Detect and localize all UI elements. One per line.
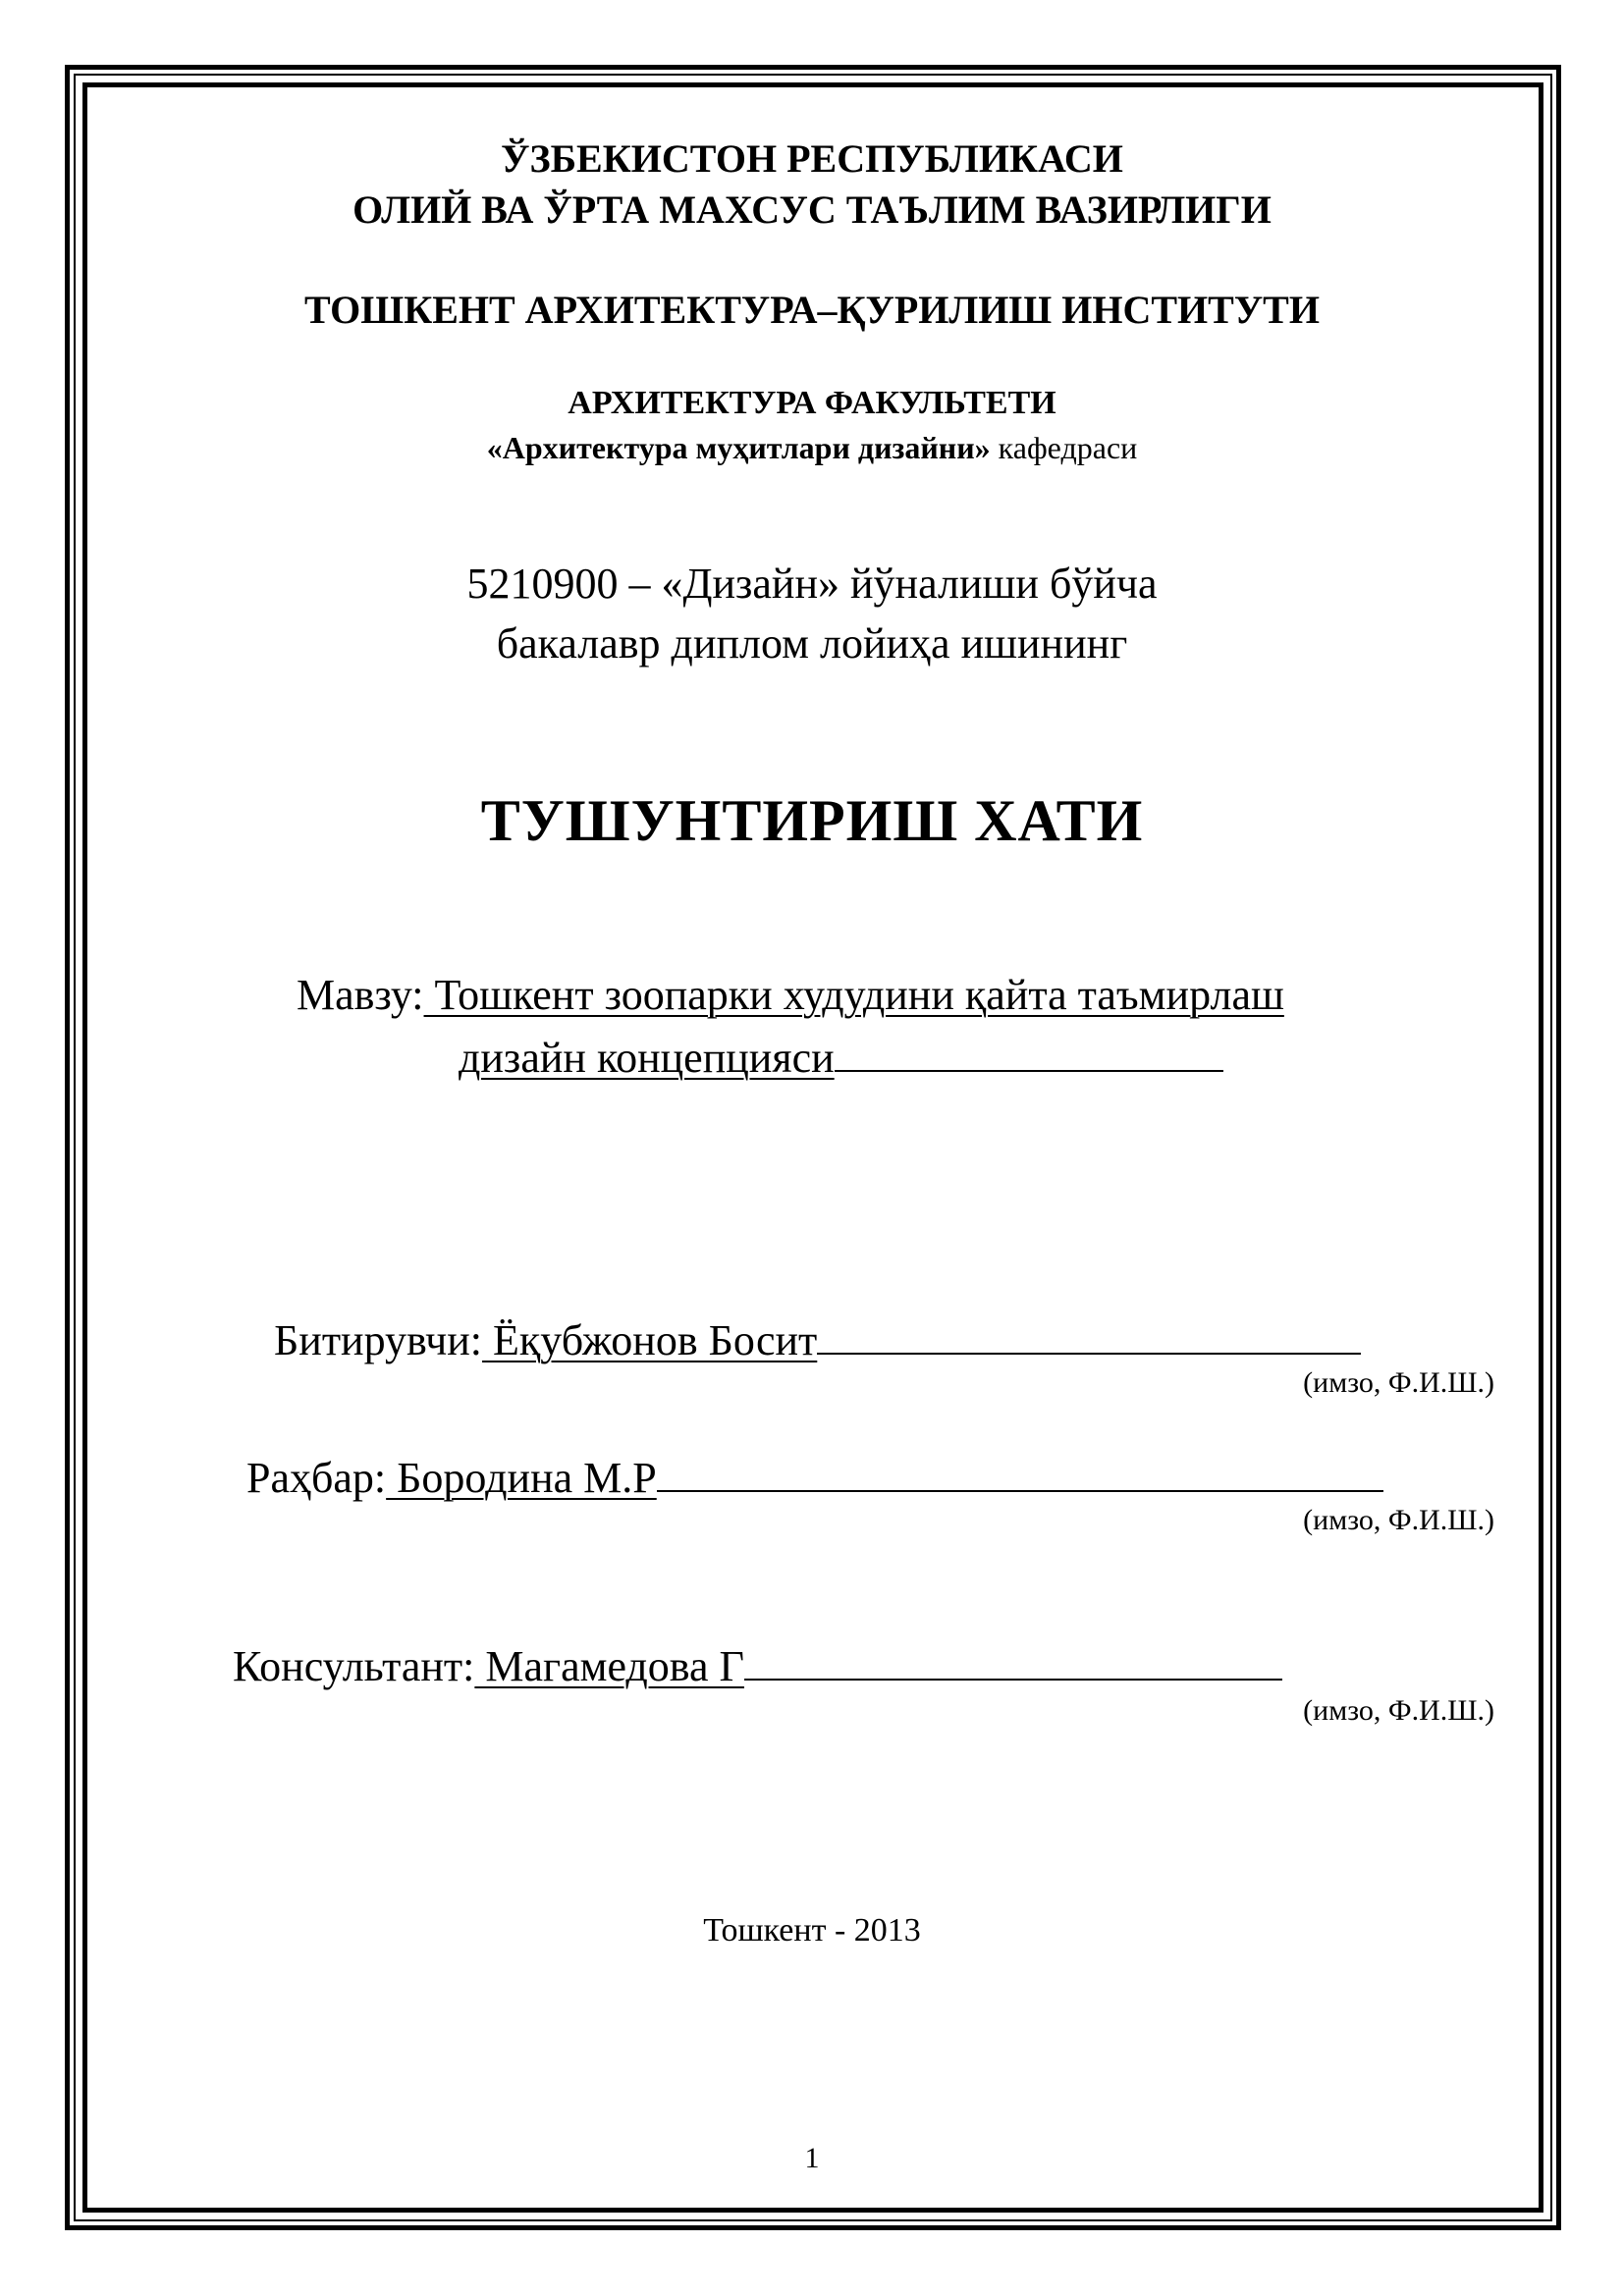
faculty-heading: АРХИТЕКТУРА ФАКУЛЬТЕТИ [568, 385, 1056, 421]
direction-line-1: 5210900 – «Дизайн» йўналиши бўйча [466, 560, 1158, 608]
graduate-label: Битирувчи: [274, 1316, 483, 1364]
graduate-signature-line [817, 1315, 1361, 1355]
city-year: Тошкент - 2013 [703, 1912, 921, 1949]
supervisor-name: Бородина М.Р [386, 1454, 657, 1502]
topic-line-2 [459, 1033, 1223, 1080]
ministry-heading: ОЛИЙ ВА ЎРТА МАХСУС ТАЪЛИМ ВАЗИРЛИГИ [352, 187, 1272, 232]
department-name: «Архитектура муҳитлари дизайни» [486, 430, 991, 465]
topic-fill-line [835, 1033, 1223, 1072]
consultant-caption: (имзо, Ф.И.Ш.) [1303, 1694, 1494, 1727]
direction-line-2: бакалавр диплом лойиҳа ишининг [496, 619, 1128, 667]
department-suffix: кафедраси [990, 430, 1138, 465]
institute-heading: ТОШКЕНТ АРХИТЕКТУРА–ҚУРИЛИШ ИНСТИТУТИ [304, 288, 1320, 332]
page-number: 1 [804, 2142, 820, 2174]
supervisor-label: Раҳбар: [246, 1454, 387, 1502]
graduate-line [274, 1315, 1361, 1362]
republic-heading: ЎЗБЕКИСТОН РЕСПУБЛИКАСИ [501, 136, 1123, 181]
consultant-name: Магамедова Г [474, 1642, 744, 1690]
topic-line-1 [297, 971, 1284, 1019]
supervisor-caption: (имзо, Ф.И.Ш.) [1303, 1504, 1494, 1536]
consultant-label: Консультант: [233, 1642, 475, 1690]
topic-label: Мавзу: [297, 971, 424, 1019]
supervisor-signature-line [657, 1453, 1383, 1492]
supervisor-line [246, 1453, 1383, 1500]
topic-value-line-2: дизайн концепцияси [459, 1034, 835, 1082]
graduate-caption: (имзо, Ф.И.Ш.) [1303, 1366, 1494, 1399]
department-line [0, 432, 1624, 463]
document-title: ТУШУНТИРИШ ХАТИ [480, 788, 1144, 853]
topic-value-line-1: Тошкент зоопарки худудини қайта таъмирлаш [423, 971, 1284, 1019]
consultant-line [233, 1641, 1282, 1688]
consultant-signature-line [744, 1641, 1282, 1681]
graduate-name: Ёқубжонов Босит [482, 1316, 818, 1364]
